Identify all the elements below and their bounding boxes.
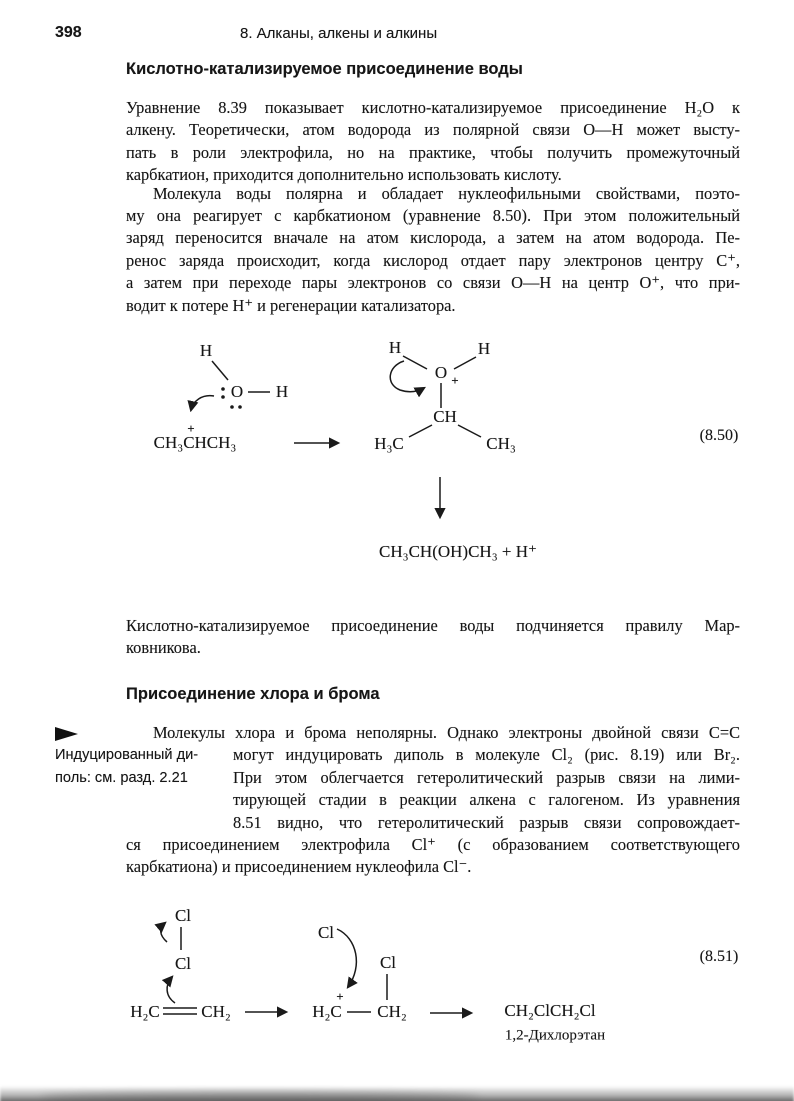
plus-charge: + — [187, 421, 195, 436]
curved-arrow-cl-to-cation — [337, 929, 356, 987]
atom-h2c: H₂C — [130, 1002, 160, 1021]
text-line: а затем при переходе пары электронов со связи O—H на центр O⁺, что при- — [126, 273, 740, 293]
bond-ch-h3c — [409, 425, 432, 437]
running-head: 8. Алканы, алкены и алкины — [240, 25, 438, 42]
margin-pointer-icon — [55, 727, 78, 741]
atom-cl: Cl — [317, 923, 335, 942]
atom-cl: Cl — [174, 906, 192, 925]
text-line: ся присоединением электрофила Cl⁺ (с образованием соответствующего — [126, 835, 740, 854]
text-line: алкену. Теоретически, атом водорода из полярной связи O—H может высту- — [126, 120, 740, 140]
curved-arrow-lone-pair-to-carbocation — [191, 396, 214, 410]
text-line: заряд переносится вначале на атом кислорода, а затем на атом водорода. Пе- — [126, 228, 740, 248]
text-line: Уравнение 8.39 показывает кислотно-катализируемое присоединение H₂O к — [126, 98, 740, 117]
bond-ch-ch3 — [458, 425, 481, 437]
equation-number: (8.51) — [699, 948, 739, 965]
product-name: 1,2-Дихлорэтан — [504, 1027, 606, 1044]
atom-o: O — [230, 382, 244, 401]
plus-charge: + — [451, 373, 459, 388]
text-line: карбкатиона) и присоединением нуклеофила Cl⁻. — [126, 857, 472, 877]
atom-h3c: H₃C — [374, 434, 404, 453]
text-line: пать в роли электрофила, но на практике, чтобы получить промежуточный — [126, 142, 740, 162]
atom-ch2: CH₂ — [201, 1002, 231, 1021]
carbocation-formula: CH₃CHCH₃ — [153, 433, 237, 452]
atom-h: H — [477, 339, 491, 358]
bond-h-o — [403, 356, 427, 369]
text-line: карбкатион, приходится дополнительно использовать кислоту. — [126, 165, 562, 185]
reaction-product: CH₂ClCH₂Cl — [504, 1001, 596, 1020]
curved-arrow-pi-to-cl — [167, 977, 175, 1003]
text-line: водит к потере H⁺ и регенерации катализатора. — [126, 295, 456, 315]
text-line: тирующей стадии в реакции алкена с галогеном. Из уравнения — [233, 790, 740, 810]
section-heading-chlorine-bromine: Присоединение хлора и брома — [126, 685, 380, 703]
plus-charge: + — [336, 989, 344, 1004]
atom-h: H — [388, 338, 402, 357]
text-line: Молекула воды полярна и обладает нуклеофильными свойствами, поэто- — [153, 183, 740, 203]
text-line: ковникова. — [126, 638, 201, 658]
bond-h-o — [212, 361, 228, 380]
margin-note-line: поль: см. разд. 2.21 — [55, 769, 188, 786]
text-line: Кислотно-катализируемое присоединение воды подчиняется правилу Мар- — [126, 616, 740, 635]
atom-ch2: CH₂ — [377, 1002, 407, 1021]
text-line: 8.51 видно, что гетеролитический разрыв связи сопровождает- — [233, 812, 740, 832]
reaction-product: CH₃CH(OH)CH₃ + H⁺ — [379, 542, 537, 561]
atom-h2c: H₂C — [312, 1002, 342, 1021]
atom-cl: Cl — [174, 954, 192, 973]
atom-ch3: CH₃ — [486, 434, 516, 453]
atom-ch: CH — [433, 407, 457, 426]
curved-arrow-to-cl — [161, 923, 167, 942]
page-number: 398 — [55, 24, 82, 41]
text-line: му она реагирует с карбкатионом (уравнение 8.50). При этом положительный — [126, 205, 740, 225]
atom-o: O — [434, 363, 448, 382]
text-line: ренос заряда происходит, когда кислород отдает пару электронов центру C⁺, — [126, 250, 740, 270]
text-line: При этом облегчается гетеролитический разрыв связи на лими- — [233, 767, 740, 787]
atom-h: H — [275, 382, 289, 401]
curved-arrow-oh-to-o — [390, 361, 424, 392]
scan-edge-artifact — [0, 1086, 794, 1101]
text-line: Молекулы хлора и брома неполярны. Однако электроны двойной связи C=C — [153, 723, 740, 742]
bond-h-o — [454, 357, 476, 369]
equation-number: (8.50) — [699, 427, 739, 444]
margin-note-line: Индуцированный ди- — [55, 747, 199, 764]
atom-cl: Cl — [379, 953, 397, 972]
section-heading-acid-water: Кислотно-катализируемое присоединение воды — [126, 60, 523, 78]
atom-h: H — [199, 341, 213, 360]
text-line: могут индуцировать диполь в молекуле Cl₂ (рис. 8.19) или Br₂. — [233, 745, 740, 765]
